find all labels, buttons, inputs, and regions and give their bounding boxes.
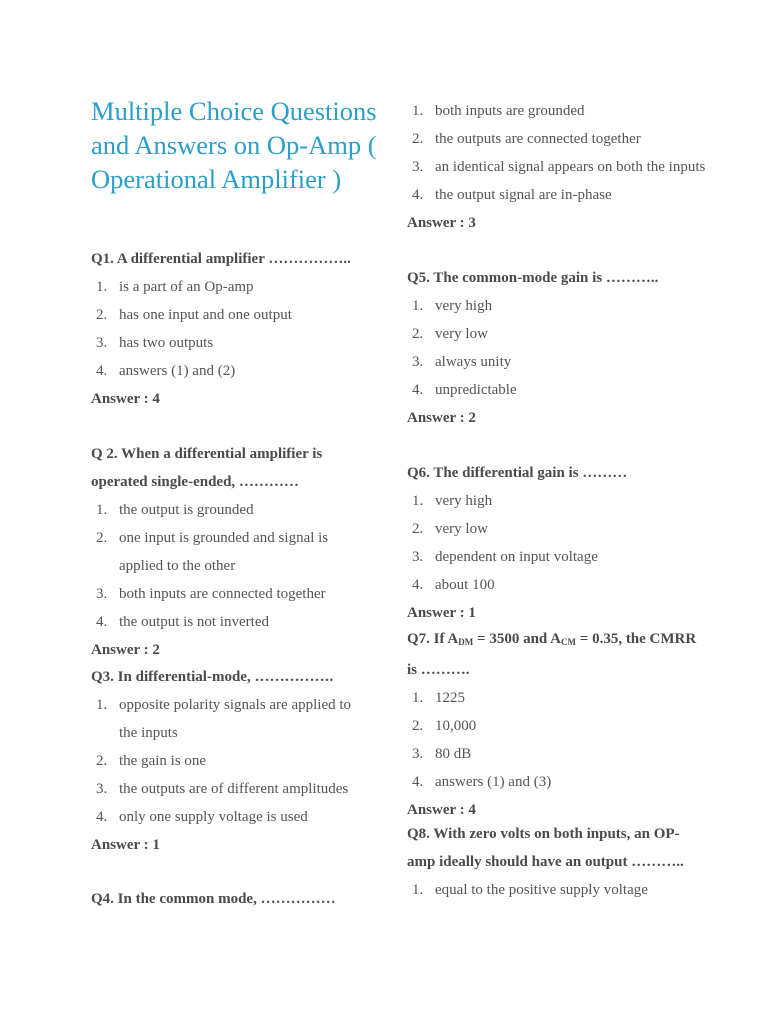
question-4-options xyxy=(407,97,707,209)
question-7-text: Q7. If $A_{DM} = 3500$ and $A_{CM} = 0.35$, the CMRR is ………. xyxy=(407,631,697,678)
question-6-options xyxy=(407,487,707,599)
question-7-answer: Answer : 4 xyxy=(407,802,476,818)
option-item: 2. one input is grounded and signal is applied to the other xyxy=(96,530,329,574)
question-5-answer: Answer : 2 xyxy=(407,410,476,426)
question-6-text: Q6. The differential gain is ……… xyxy=(407,465,628,481)
question-3-answer: Answer : 1 xyxy=(91,837,160,853)
option-item: 4. unpredictable xyxy=(412,382,517,398)
option-item: 1. equal to the positive supply voltage xyxy=(412,882,648,898)
option-item: 3. 80 dB xyxy=(412,746,472,762)
question-4-answer: Answer : 3 xyxy=(407,215,476,231)
question-7 xyxy=(407,625,707,824)
option-item: 3. always unity xyxy=(412,354,512,370)
question-1-answer: Answer : 4 xyxy=(91,391,160,407)
option-item: 1. very high xyxy=(412,298,493,314)
option-item: 2. very low xyxy=(412,521,488,537)
option-item: 2. has one input and one output xyxy=(96,307,292,323)
option-item: 1. opposite polarity signals are applied to the inputs xyxy=(96,697,352,741)
option-item: 4. the output signal are in-phase xyxy=(412,187,612,203)
question-6-answer: Answer : 1 xyxy=(407,605,476,621)
option-item: 1. very high xyxy=(412,493,493,509)
option-item: 1. the output is grounded xyxy=(96,502,254,518)
question-5 xyxy=(407,264,707,432)
question-3 xyxy=(91,663,371,859)
question-6 xyxy=(407,459,707,627)
option-item: 2. the outputs are connected together xyxy=(412,131,641,147)
question-4 xyxy=(91,885,371,913)
option-item: 2. the gain is one xyxy=(96,753,207,769)
option-item: 2. 10,000 xyxy=(412,718,477,734)
question-2-answer: Answer : 2 xyxy=(91,642,160,658)
option-item: 3. an identical signal appears on both the inputs xyxy=(412,159,706,175)
question-8-text: Q8. With zero volts on both inputs, an OP-amp ideally should have an output ……….. xyxy=(407,826,684,870)
question-2-options xyxy=(91,496,371,636)
question-8 xyxy=(407,820,707,904)
question-2-text: Q 2. When a differential amplifier is operated single-ended, ………… xyxy=(91,446,323,490)
option-item: 2. very low xyxy=(412,326,488,342)
option-item: 4. about 100 xyxy=(412,577,495,593)
option-item: 4. answers (1) and (2) xyxy=(96,363,236,379)
question-1-text: Q1. A differential amplifier …………….. xyxy=(91,251,351,267)
option-item: 3. the outputs are of different amplitudes xyxy=(96,781,349,797)
option-item: 1. 1225 xyxy=(412,690,465,706)
option-item: 1. both inputs are grounded xyxy=(412,103,585,119)
option-item: 4. the output is not inverted xyxy=(96,614,269,630)
question-4-text: Q4. In the common mode, …………… xyxy=(91,891,336,907)
question-1 xyxy=(91,245,371,413)
option-item: 3. dependent on input voltage xyxy=(412,549,598,565)
option-item: 3. has two outputs xyxy=(96,335,214,351)
page-title: Multiple Choice Questions and Answers on Op-Amp ( Operational Amplifier ) xyxy=(91,96,377,194)
question-5-text: Q5. The common-mode gain is ……….. xyxy=(407,270,659,286)
option-item: 4. only one supply voltage is used xyxy=(96,809,308,825)
question-7-options xyxy=(407,684,707,796)
question-8-options xyxy=(407,876,707,904)
option-item: 3. both inputs are connected together xyxy=(96,586,326,602)
option-item: 1. is a part of an Op-amp xyxy=(96,279,254,295)
question-2 xyxy=(91,440,371,664)
question-3-text: Q3. In differential-mode, ……………. xyxy=(91,669,334,685)
question-3-options xyxy=(91,691,371,831)
question-4-continued xyxy=(407,97,707,237)
question-1-options xyxy=(91,273,371,385)
option-item: 4. answers (1) and (3) xyxy=(412,774,552,790)
question-5-options xyxy=(407,292,707,404)
